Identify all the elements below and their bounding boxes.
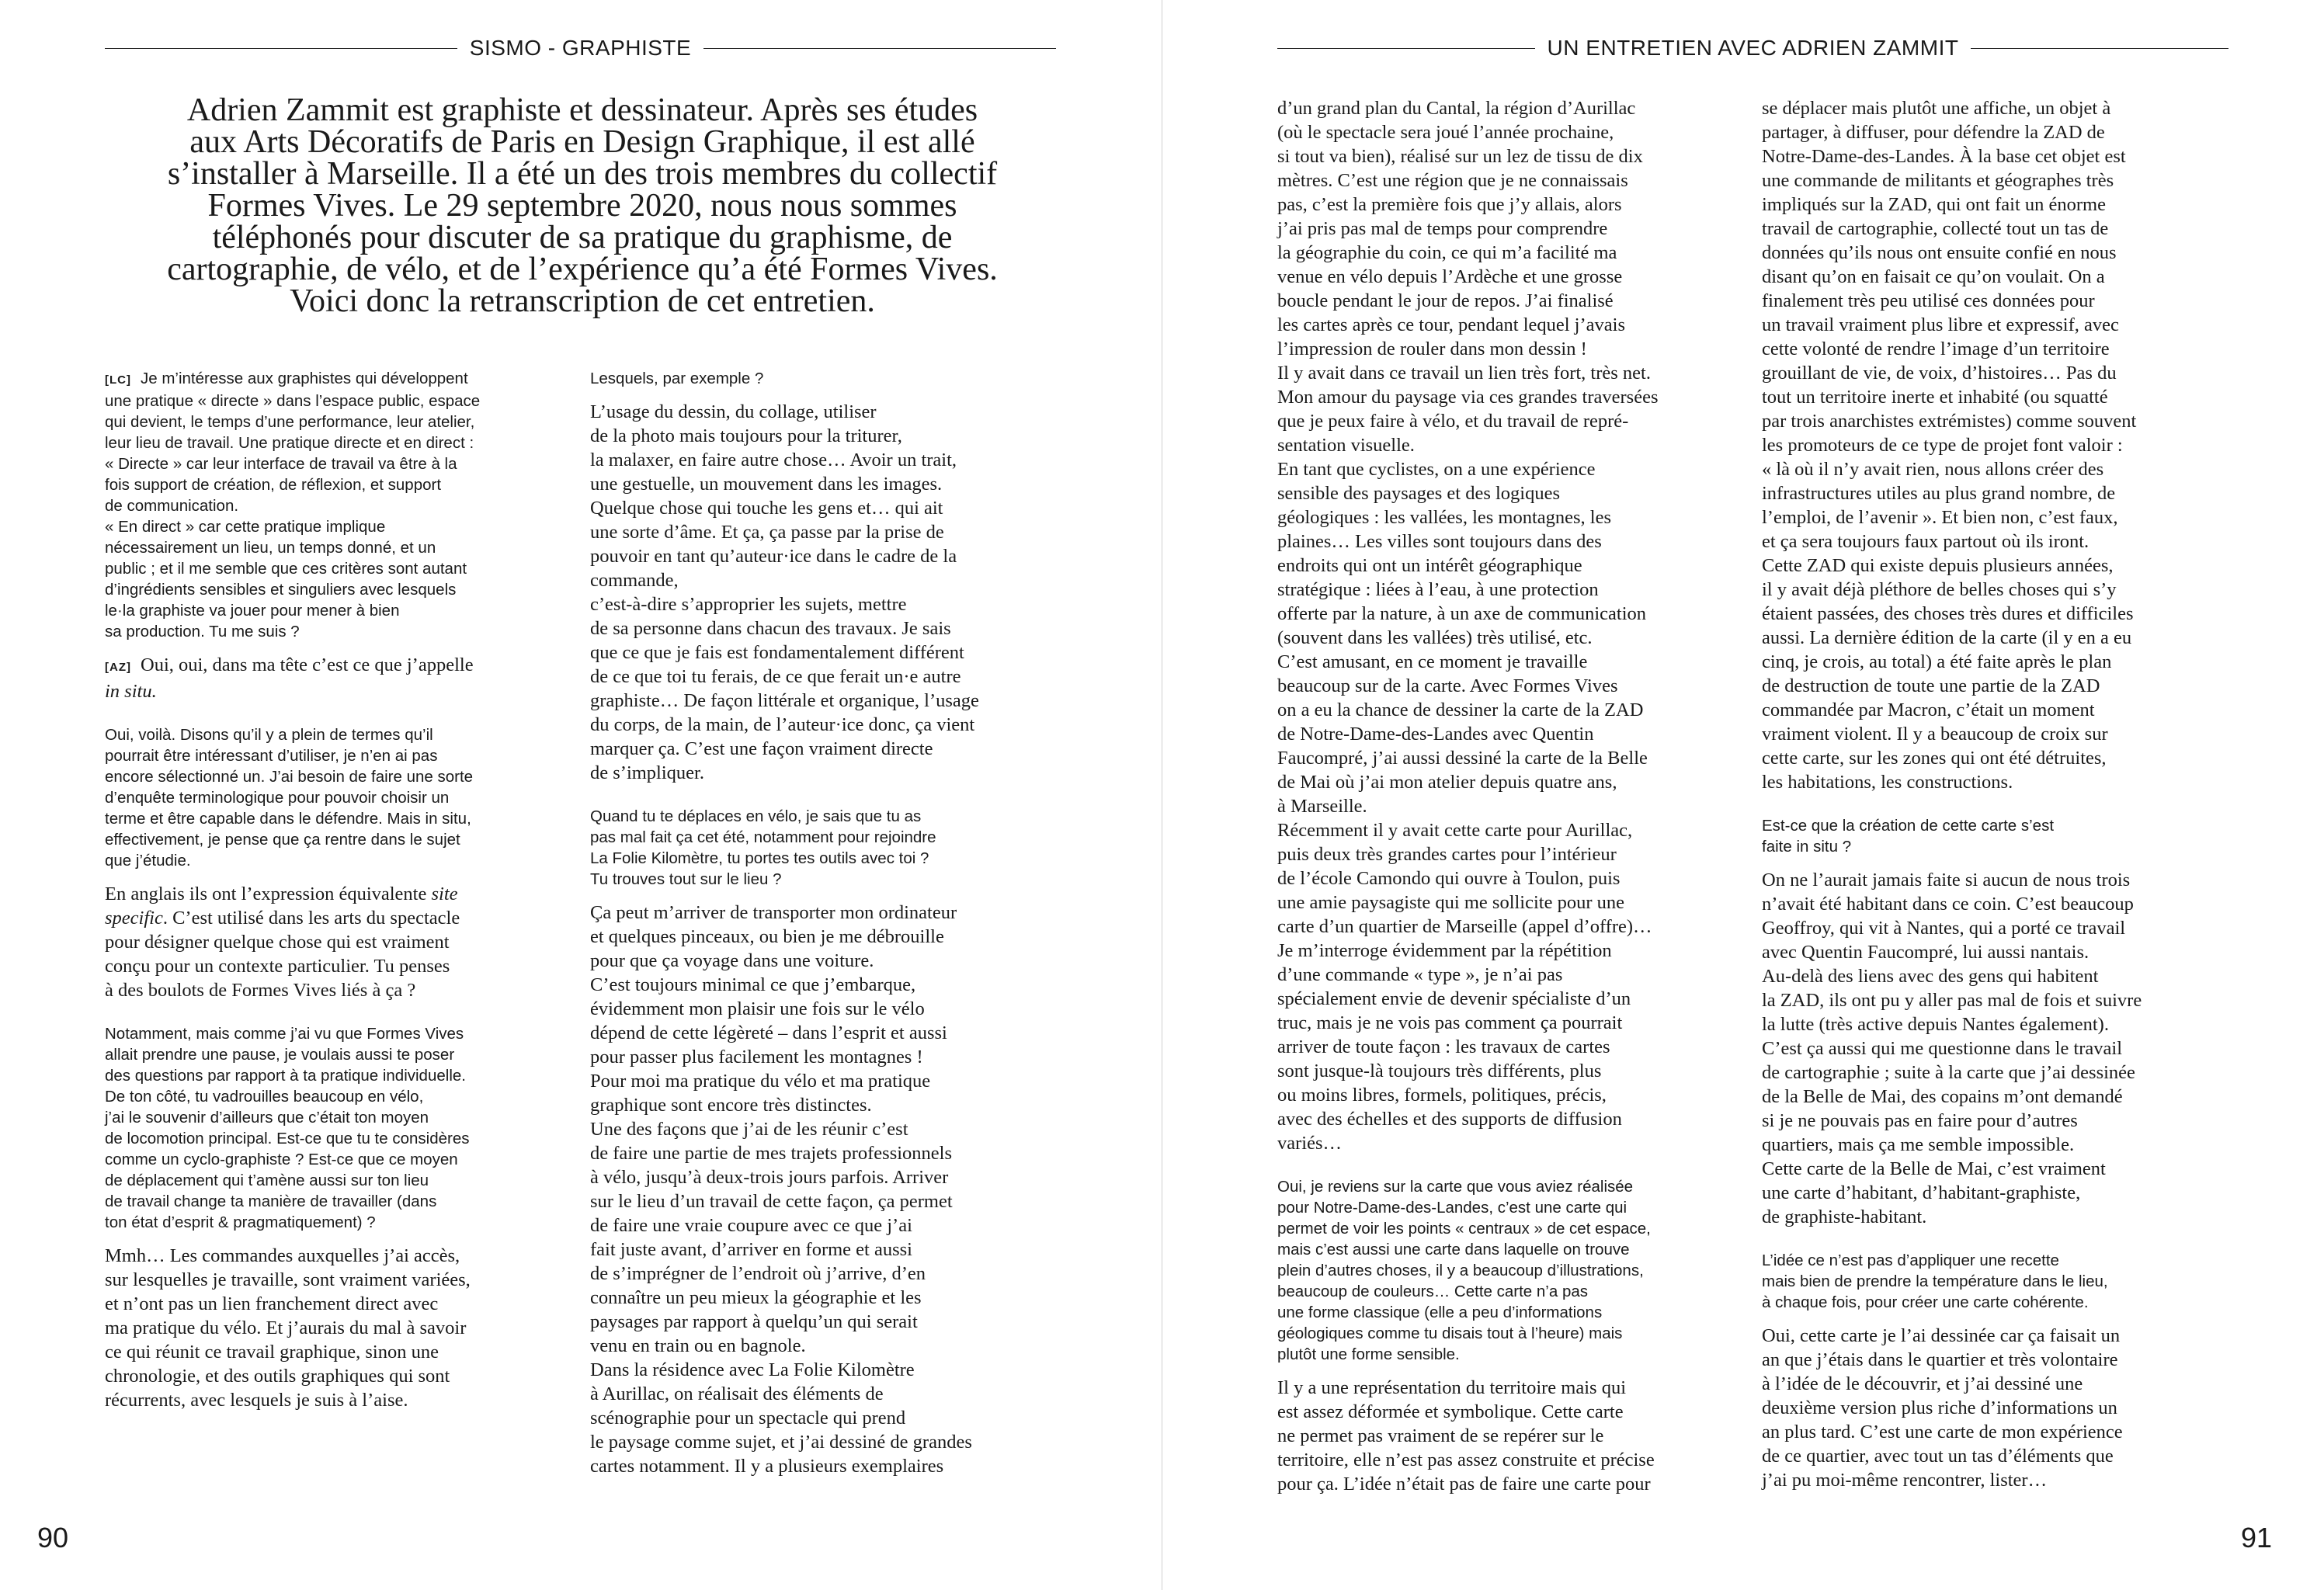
intro-line: Voici donc la retranscription de cet entretien. bbox=[290, 283, 875, 319]
running-head-left bbox=[105, 33, 1056, 64]
answer-line: ou moins libres, formels, politiques, précis, bbox=[1277, 1085, 1607, 1106]
question-line: mais bien de prendre la température dans le lieu, bbox=[1762, 1272, 2108, 1290]
question-line: L’idée ce n’est pas d’appliquer une recette bbox=[1762, 1252, 2059, 1269]
answer-line: beaucoup sur de la carte. Avec Formes Vives bbox=[1277, 675, 1618, 696]
answer-line: l’impression de rouler dans mon dessin ! bbox=[1277, 338, 1587, 359]
question-line: allait prendre une pause, je voulais aussi te poser bbox=[105, 1046, 455, 1064]
answer-line: données qu’ils nous ont ensuite confié en nous bbox=[1762, 242, 2117, 263]
question-line: « En direct » car cette pratique implique bbox=[105, 518, 386, 536]
right-column-1 bbox=[1277, 96, 1751, 1496]
question-line: nécessairement un lieu, un temps donné, et un bbox=[105, 539, 436, 557]
answer-line: il y avait déjà pléthore de belles choses qui s’y bbox=[1762, 579, 2117, 600]
answer-line: partager, à diffuser, pour défendre la ZAD de bbox=[1762, 122, 2105, 143]
answer-line: ne permet pas vraiment de se repérer sur le bbox=[1277, 1425, 1604, 1446]
question-line: que j’étudie. bbox=[105, 852, 191, 870]
answer-line: graphiste… De façon littérale et organique, l’usage bbox=[590, 690, 979, 711]
question-line: mais c’est aussi une carte dans laquelle on trouve bbox=[1277, 1241, 1630, 1258]
question-line: d’enquête terminologique pour pouvoir choisir un bbox=[105, 789, 450, 807]
answer-line bbox=[105, 906, 571, 930]
intro-line: Formes Vives. Le 29 septembre 2020, nous nous sommes bbox=[207, 188, 957, 224]
answer-line: aussi. La dernière édition de la carte (il y en a eu bbox=[1762, 627, 2132, 648]
answer-line: pour ça. L’idée n’était pas de faire une carte pour bbox=[1277, 1474, 1651, 1495]
answer-line: deuxième version plus riche d’informations un bbox=[1762, 1397, 2117, 1418]
question-line: permet de voir les points « centraux » de cet espace, bbox=[1277, 1220, 1651, 1238]
answer-line: venu en train ou en bagnole. bbox=[590, 1335, 806, 1356]
question-line: ton état d’esprit & pragmatiquement) ? bbox=[105, 1213, 376, 1231]
answer-line: Oui, cette carte je l’ai dessinée car ça faisait un bbox=[1762, 1325, 2121, 1346]
intro-line: téléphonés pour discuter de sa pratique du graphisme, de bbox=[212, 220, 953, 255]
question-line: Quand tu te déplaces en vélo, je sais que tu as bbox=[590, 807, 922, 825]
answer-line: les cartes après ce tour, pendant lequel j’avais bbox=[1277, 314, 1625, 335]
intro-line: aux Arts Décoratifs de Paris en Design Graphique, il est allé bbox=[189, 124, 975, 160]
answer-line: j’ai pu moi-même rencontrer, lister… bbox=[1762, 1470, 2048, 1491]
answer-line: une amie paysagiste qui me sollicite pour une bbox=[1277, 892, 1625, 913]
answer-line: et quelques pinceaux, ou bien je me débrouille bbox=[590, 926, 944, 947]
answer-line: à vélo, jusqu’à deux-trois jours parfois. Arriver bbox=[590, 1167, 949, 1188]
question-line: Est-ce que la création de cette carte s’est bbox=[1762, 817, 2055, 835]
answer-line: la géographie du coin, ce qui m’a facilité ma bbox=[1277, 242, 1617, 263]
intro-line: cartographie, de vélo, et de l’expérience qu’a été Formes Vives. bbox=[167, 252, 998, 287]
question-line: des questions par rapport à ta pratique individuelle. bbox=[105, 1067, 466, 1085]
answer-line: de graphiste-habitant. bbox=[1762, 1206, 1927, 1227]
answer-line: Ça peut m’arriver de transporter mon ordinateur bbox=[590, 902, 957, 923]
answer-line: C’est amusant, en ce moment je travaille bbox=[1277, 651, 1588, 672]
question-line: pour Notre-Dame-des-Landes, c’est une carte qui bbox=[1277, 1199, 1627, 1217]
left-column-2 bbox=[590, 368, 1056, 1478]
question-line: terme et être capable dans le défendre. Mais in situ, bbox=[105, 810, 471, 828]
question-line: comme un cyclo-graphiste ? Est-ce que ce moyen bbox=[105, 1151, 458, 1168]
answer-line: que je peux faire à vélo, et du travail de repré- bbox=[1277, 411, 1629, 432]
question-line: Oui, voilà. Disons qu’il y a plein de termes qu’il bbox=[105, 726, 433, 744]
answer-line: Il y a une représentation du territoire mais qui bbox=[1277, 1377, 1627, 1398]
question-line: De ton côté, tu vadrouilles beaucoup en vélo, bbox=[105, 1088, 424, 1106]
italic-term: site bbox=[431, 884, 458, 904]
answer-line: de sa personne dans chacun des travaux. Je sais bbox=[590, 618, 951, 639]
answer-line: cinq, je crois, au total) a été faite après le plan bbox=[1762, 651, 2112, 672]
answer-line: par trois anarchistes extrémistes) comme souvent bbox=[1762, 411, 2137, 432]
answer-line: an plus tard. C’est une carte de mon expérience bbox=[1762, 1422, 2123, 1442]
running-head-right bbox=[1277, 33, 2228, 64]
intro-paragraph bbox=[116, 92, 1048, 319]
answer-line: commandée par Macron, c’était un moment bbox=[1762, 700, 2095, 720]
answer-line: la lutte (très active depuis Nantes également). bbox=[1762, 1014, 2109, 1035]
answer-line: géologiques : les vallées, les montagnes, les bbox=[1277, 507, 1612, 528]
speaker-tag: [LC] bbox=[105, 373, 131, 387]
answer-line: cette volonté de rendre l’image d’un territoire bbox=[1762, 338, 2110, 359]
italic-term: in situ. bbox=[105, 681, 157, 702]
answer-line: En tant que cyclistes, on a une expérience bbox=[1277, 459, 1596, 480]
answer-line: récurrents, avec lesquels je suis à l’aise. bbox=[105, 1390, 408, 1411]
answer-line: finalement très peu utilisé ces données pour bbox=[1762, 290, 2095, 311]
answer-line: (où le spectacle sera joué l’année prochaine, bbox=[1277, 122, 1614, 143]
answer-line: les habitations, les constructions. bbox=[1762, 772, 2013, 793]
question-line: effectivement, je pense que ça rentre dans le sujet bbox=[105, 831, 460, 849]
left-column-1 bbox=[105, 368, 571, 1412]
answer-line: boucle pendant le jour de repos. J’ai finalisé bbox=[1277, 290, 1614, 311]
answer-line: avec des échelles et des supports de diffusion bbox=[1277, 1109, 1622, 1130]
question-line: pas mal fait ça cet été, notamment pour rejoindre bbox=[590, 828, 936, 846]
question-line: fois support de création, de réflexion, et support bbox=[105, 476, 442, 494]
line-text: . C’est utilisé dans les arts du spectacle bbox=[162, 908, 460, 929]
answer-line: de ce quartier, avec tout un tas d’éléments que bbox=[1762, 1446, 2114, 1467]
answer-line: arriver de toute façon : les travaux de cartes bbox=[1277, 1036, 1610, 1057]
answer-line: sur lesquelles je travaille, sont vraiment variées, bbox=[105, 1269, 471, 1290]
answer-line: le paysage comme sujet, et j’ai dessiné de grandes bbox=[590, 1432, 972, 1453]
intro-line: Adrien Zammit est graphiste et dessinateur. Après ses études bbox=[186, 92, 978, 128]
question-line: plutôt une forme sensible. bbox=[1277, 1345, 1460, 1363]
answer-line: Geoffroy, qui vit à Nantes, qui a porté ce travail bbox=[1762, 918, 2126, 939]
answer-line: Notre-Dame-des-Landes. À la base cet objet est bbox=[1762, 146, 2126, 167]
question-line: encore sélectionné un. J’ai besoin de faire une sorte bbox=[105, 768, 474, 786]
question-line: Oui, je reviens sur la carte que vous aviez réalisée bbox=[1277, 1178, 1634, 1196]
answer-line: dépend de cette légèreté – dans l’esprit et aussi bbox=[590, 1022, 947, 1043]
answer-line: de faire une partie de mes trajets professionnels bbox=[590, 1143, 953, 1164]
answer-line: la malaxer, en faire autre chose… Avoir un trait, bbox=[590, 450, 957, 470]
answer-line: Quelque chose qui touche les gens et… qui ait bbox=[590, 498, 943, 519]
question-line: La Folie Kilomètre, tu portes tes outils avec toi ? bbox=[590, 849, 929, 867]
answer-line: venue en vélo depuis l’Ardèche et une grosse bbox=[1277, 266, 1623, 287]
question-line: « Directe » car leur interface de travail va être à la bbox=[105, 455, 457, 473]
question-line: pourrait être intéressant d’utiliser, je n’en ai pas bbox=[105, 747, 438, 765]
answer-line: infrastructures utiles au plus grand nombre, de bbox=[1762, 483, 2116, 504]
right-column-2 bbox=[1762, 96, 2235, 1492]
answer-line: Dans la résidence avec La Folie Kilomètre bbox=[590, 1359, 915, 1380]
italic-term: specific bbox=[105, 908, 163, 929]
answer-line: se déplacer mais plutôt une affiche, un objet à bbox=[1762, 98, 2111, 119]
answer-line: (souvent dans les vallées) très utilisé, etc. bbox=[1277, 627, 1593, 648]
running-head-title: UN ENTRETIEN AVEC ADRIEN ZAMMIT bbox=[1547, 36, 1959, 60]
answer-line: l’emploi, de l’avenir ». Et bien non, c’est faux, bbox=[1762, 507, 2118, 528]
answer-line: pas, c’est la première fois que j’y allais, alors bbox=[1277, 194, 1622, 215]
answer-line: et ça sera toujours faux partout où ils iront. bbox=[1762, 531, 2090, 552]
answer-line: de s’imprégner de l’endroit où j’arrive, d’en bbox=[590, 1263, 926, 1284]
answer-line: pouvoir en tant qu’auteur·ice dans le cadre de la bbox=[590, 546, 957, 567]
answer-line: si je ne pouvais pas en faire pour d’autres bbox=[1762, 1110, 2078, 1131]
answer-line: connaître un peu mieux la géographie et les bbox=[590, 1287, 922, 1308]
answer-line: Une des façons que j’ai de les réunir c’est bbox=[590, 1119, 908, 1140]
answer-line: vraiment violent. Il y a beaucoup de croix sur bbox=[1762, 724, 2108, 745]
answer-line: de cartographie ; suite à la carte que j’ai dessinée bbox=[1762, 1062, 2135, 1083]
answer-line: c’est-à-dire s’approprier les sujets, mettre bbox=[590, 594, 907, 615]
answer-line: de l’école Camondo qui ouvre à Toulon, puis bbox=[1277, 868, 1621, 889]
answer-line: cartes notamment. Il y a plusieurs exemplaires bbox=[590, 1456, 944, 1477]
answer-line: sensible des paysages et des logiques bbox=[1277, 483, 1561, 504]
running-head-rule bbox=[1277, 48, 1535, 49]
answer-line: avec Quentin Faucompré, lui aussi nantais. bbox=[1762, 942, 2090, 963]
answer-line: variés… bbox=[1277, 1133, 1342, 1154]
answer-line: commande, bbox=[590, 570, 679, 591]
question-line: de travail change ta manière de travailler (dans bbox=[105, 1192, 437, 1210]
answer-line bbox=[105, 882, 571, 906]
answer-line: Faucompré, j’ai aussi dessiné la carte de la Belle bbox=[1277, 748, 1648, 769]
answer-line: si tout va bien), réalisé sur un lez de tissu de dix bbox=[1277, 146, 1643, 167]
answer-line: de faire une vraie coupure avec ce que j’ai bbox=[590, 1215, 912, 1236]
answer-line: sentation visuelle. bbox=[1277, 435, 1415, 456]
answer-line: plaines… Les villes sont toujours dans des bbox=[1277, 531, 1602, 552]
question-line: public ; et il me semble que ces critères sont autant bbox=[105, 560, 467, 578]
question-line: géologiques comme tu disais tout à l’heure) mais bbox=[1277, 1324, 1623, 1342]
answer-line: est assez déformée et symbolique. Cette carte bbox=[1277, 1401, 1624, 1422]
answer-line: Mon amour du paysage via ces grandes traversées bbox=[1277, 387, 1659, 408]
answer-line: impliqués sur la ZAD, qui ont fait un énorme bbox=[1762, 194, 2106, 215]
answer-line: carte d’un quartier de Marseille (appel d’offre)… bbox=[1277, 916, 1652, 937]
question-line: faite in situ ? bbox=[1762, 838, 1852, 856]
answer-line: ce qui réunit ce travail graphique, sinon une bbox=[105, 1342, 439, 1363]
answer-line: de la photo mais toujours pour la triturer, bbox=[590, 425, 902, 446]
question-line: d’ingrédients sensibles et singuliers avec lesquels bbox=[105, 581, 457, 599]
answer-line: une carte d’habitant, d’habitant-graphiste, bbox=[1762, 1182, 2081, 1203]
answer-line: une gestuelle, un mouvement dans les images. bbox=[590, 474, 943, 495]
answer-line: cette carte, sur les zones qui ont été détruites, bbox=[1762, 748, 2107, 769]
answer-line: Cette carte de la Belle de Mai, c’est vraiment bbox=[1762, 1158, 2106, 1179]
answer-line: disant qu’on en faisait ce qu’on voulait. On a bbox=[1762, 266, 2105, 287]
answer-line: de Notre-Dame-des-Landes avec Quentin bbox=[1277, 724, 1594, 745]
question-line: qui devient, le temps d’une performance, leur atelier, bbox=[105, 413, 475, 431]
question-line: à chaque fois, pour créer une carte cohérente. bbox=[1762, 1293, 2089, 1311]
answer-line: C’est ça aussi qui me questionne dans le travail bbox=[1762, 1038, 2123, 1059]
question-line: beaucoup de couleurs… Cette carte n’a pas bbox=[1277, 1283, 1589, 1300]
answer-line: de Mai où j’ai mon atelier depuis quatre ans, bbox=[1277, 772, 1617, 793]
line-text: En anglais ils ont l’expression équivalente bbox=[105, 884, 432, 904]
answer-line: Récemment il y avait cette carte pour Aurillac, bbox=[1277, 820, 1633, 841]
answer-line: d’un grand plan du Cantal, la région d’Aurillac bbox=[1277, 98, 1636, 119]
answer-line: L’usage du dessin, du collage, utiliser bbox=[590, 401, 877, 422]
answer-line: à l’idée de le découvrir, et j’ai dessiné une bbox=[1762, 1373, 2083, 1394]
answer-line bbox=[105, 653, 571, 679]
answer-line: que ce que je fais est fondamentalement différent bbox=[590, 642, 964, 663]
running-head-rule bbox=[105, 48, 457, 49]
question-line: une pratique « directe » dans l’espace public, espace bbox=[105, 392, 481, 410]
question-line: Lesquels, par exemple ? bbox=[590, 370, 764, 387]
running-head-rule bbox=[1971, 48, 2228, 49]
answer-line: mètres. C’est une région que je ne connaissais bbox=[1277, 170, 1628, 191]
answer-line: n’avait été habitant dans ce coin. C’est beaucoup bbox=[1762, 894, 2134, 915]
speaker-tag: [AZ] bbox=[105, 661, 131, 674]
answer-line: sont jusque-là toujours très différents, plus bbox=[1277, 1061, 1602, 1081]
answer-line: à Marseille. bbox=[1277, 796, 1367, 817]
answer-line: travail de cartographie, collecté tout un tas de bbox=[1762, 218, 2109, 239]
answer-line: à Aurillac, on réalisait des éléments de bbox=[590, 1383, 884, 1404]
question-line: de déplacement qui t’amène aussi sur ton lieu bbox=[105, 1172, 429, 1189]
question-line: le·la graphiste va jouer pour mener à bien bbox=[105, 602, 400, 620]
answer-line: spécialement envie de devenir spécialiste d’un bbox=[1277, 988, 1631, 1009]
answer-line: un travail vraiment plus libre et expressif, avec bbox=[1762, 314, 2119, 335]
answer-line bbox=[105, 679, 571, 703]
answer-line: offerte par la nature, à un axe de communication bbox=[1277, 603, 1647, 624]
answer-line: fait juste avant, d’arriver en forme et aussi bbox=[590, 1239, 912, 1260]
line-text: Oui, oui, dans ma tête c’est ce que j’appelle bbox=[141, 654, 474, 675]
answer-line: Pour moi ma pratique du vélo et ma pratique bbox=[590, 1071, 931, 1092]
answer-line: on a eu la chance de dessiner la carte de la ZAD bbox=[1277, 700, 1644, 720]
answer-line: truc, mais je ne vois pas comment ça pourrait bbox=[1277, 1012, 1623, 1033]
answer-line: puis deux très grandes cartes pour l’intérieur bbox=[1277, 844, 1617, 865]
intro-line: s’installer à Marseille. Il a été un des trois membres du collectif bbox=[167, 156, 998, 192]
answer-line: pour que ça voyage dans une voiture. bbox=[590, 950, 874, 971]
line-text: Je m’intéresse aux graphistes qui développent bbox=[141, 370, 468, 387]
question-line: j’ai le souvenir d’ailleurs que c’était ton moyen bbox=[105, 1109, 429, 1127]
answer-line: de ce que toi tu ferais, de ce que ferait un·e autre bbox=[590, 666, 961, 687]
answer-line: étaient passées, des choses très dures et difficiles bbox=[1762, 603, 2134, 624]
answer-line: Il y avait dans ce travail un lien très fort, très net. bbox=[1277, 363, 1651, 384]
question-line bbox=[105, 368, 571, 391]
answer-line: chronologie, et des outils graphiques qui sont bbox=[105, 1366, 450, 1387]
answer-line: de destruction de toute une partie de la ZAD bbox=[1762, 675, 2100, 696]
answer-line: scénographie pour un spectacle qui prend bbox=[590, 1408, 906, 1429]
running-head-rule bbox=[703, 48, 1056, 49]
question-line: leur lieu de travail. Une pratique directe et en direct : bbox=[105, 434, 474, 452]
answer-line: On ne l’aurait jamais faite si aucun de nous trois bbox=[1762, 870, 2131, 890]
answer-line: paysages par rapport à quelqu’un qui serait bbox=[590, 1311, 918, 1332]
answer-line: conçu pour un contexte particulier. Tu penses bbox=[105, 956, 450, 977]
answer-line: et n’ont pas un lien franchement direct avec bbox=[105, 1293, 439, 1314]
answer-line: endroits qui ont un intérêt géographique bbox=[1277, 555, 1582, 576]
answer-line: de la Belle de Mai, des copains m’ont demandé bbox=[1762, 1086, 2123, 1107]
answer-line: une commande de militants et géographes très bbox=[1762, 170, 2114, 191]
question-line: Tu trouves tout sur le lieu ? bbox=[590, 870, 782, 888]
question-line: sa production. Tu me suis ? bbox=[105, 623, 300, 641]
answer-line: territoire, elle n’est pas assez construite et précise bbox=[1277, 1449, 1655, 1470]
answer-line: quartiers, mais ça me semble impossible. bbox=[1762, 1134, 2075, 1155]
page-number: 91 bbox=[2241, 1522, 2273, 1554]
answer-line: pour passer plus facilement les montagnes ! bbox=[590, 1047, 923, 1068]
question-line: Notamment, mais comme j’ai vu que Formes Vives bbox=[105, 1025, 464, 1043]
question-line: une forme classique (elle a peu d’informations bbox=[1277, 1304, 1603, 1321]
answer-line: à des boulots de Formes Vives liés à ça ? bbox=[105, 980, 416, 1001]
answer-line: de s’impliquer. bbox=[590, 762, 704, 783]
answer-line: la ZAD, ils ont pu y aller pas mal de fois et suivre bbox=[1762, 990, 2142, 1011]
answer-line: les promoteurs de ce type de projet font valoir : bbox=[1762, 435, 2123, 456]
answer-line: d’une commande « type », je n’ai pas bbox=[1277, 964, 1563, 985]
question-line: de locomotion principal. Est-ce que tu te considères bbox=[105, 1130, 470, 1147]
answer-line: évidemment mon plaisir une fois sur le vélo bbox=[590, 998, 925, 1019]
answer-line: ma pratique du vélo. Et j’aurais du mal à savoir bbox=[105, 1317, 467, 1338]
answer-line: « là où il n’y avait rien, nous allons créer des bbox=[1762, 459, 2104, 480]
answer-line: sur le lieu d’un travail de cette façon, ça permet bbox=[590, 1191, 953, 1212]
answer-line: pour désigner quelque chose qui est vraiment bbox=[105, 932, 450, 953]
answer-line: du corps, de la main, de l’auteur·ice donc, ça vient bbox=[590, 714, 975, 735]
answer-line: j’ai pris pas mal de temps pour comprendre bbox=[1277, 218, 1608, 239]
question-line: de communication. bbox=[105, 497, 239, 515]
answer-line: marquer ça. C’est une façon vraiment directe bbox=[590, 738, 933, 759]
right-page bbox=[1162, 0, 2324, 1590]
answer-line: Je m’interroge évidemment par la répétition bbox=[1277, 940, 1612, 961]
answer-line: Cette ZAD qui existe depuis plusieurs années, bbox=[1762, 555, 2114, 576]
answer-line: graphique sont encore très distinctes. bbox=[590, 1095, 872, 1116]
answer-line: Mmh… Les commandes auxquelles j’ai accès, bbox=[105, 1245, 460, 1266]
answer-line: C’est toujours minimal ce que j’embarque, bbox=[590, 974, 916, 995]
answer-line: tout un territoire inerte et inhabité (ou squatté bbox=[1762, 387, 2108, 408]
answer-line: stratégique : liées à l’eau, à une protection bbox=[1277, 579, 1599, 600]
answer-line: Au-delà des liens avec des gens qui habitent bbox=[1762, 966, 2099, 987]
answer-line: grouillant de vie, de voix, d’histoires… Pas du bbox=[1762, 363, 2117, 384]
running-head-title: SISMO - GRAPHISTE bbox=[469, 36, 692, 60]
question-line: plein d’autres choses, il y a beaucoup d’illustrations, bbox=[1277, 1262, 1644, 1279]
page-number: 90 bbox=[37, 1522, 69, 1554]
answer-line: une sorte d’âme. Et ça, ça passe par la prise de bbox=[590, 522, 944, 543]
answer-line: an que j’étais dans le quartier et très volontaire bbox=[1762, 1349, 2118, 1370]
